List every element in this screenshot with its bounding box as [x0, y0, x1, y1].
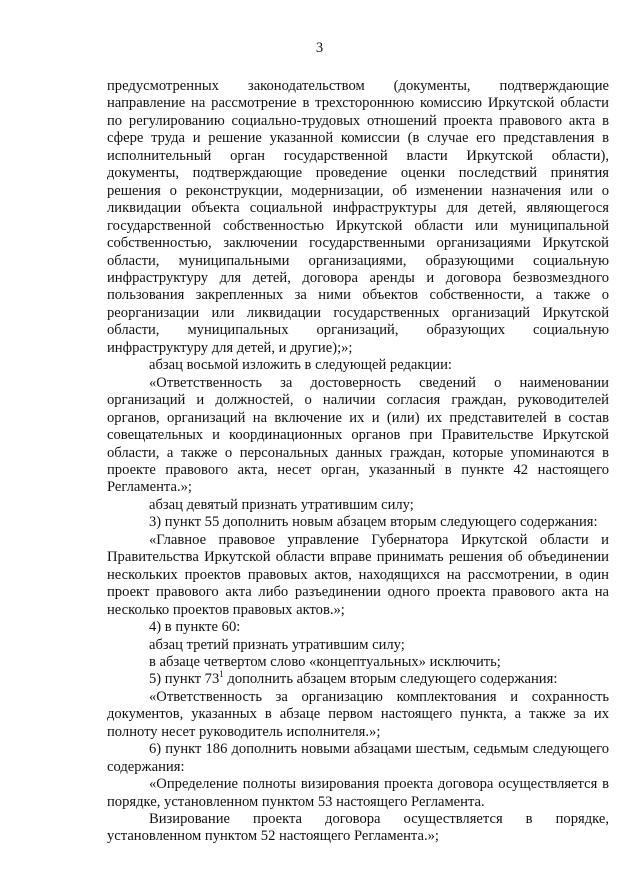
paragraph-word-exclude: в абзаце четвертом слово «концептуальных» исключить;: [149, 653, 501, 670]
paragraph-visa-procedure: Визирование проекта договора осуществляется в порядке, установленном пунктом 52 настоящего Регламента.»;: [107, 811, 609, 845]
paragraph-documents-list: предусмотренных законодательством (документы, подтверждающие направление на рассмотрение в трехстороннюю комиссию Иркутской области по регулированию социально-трудовых отношений проекта правового акта в сфере труда и решение указанной комиссии (в случае его представления в исполнительный орган государственной власти Иркутской области), документы, подтверждающие проведение оценки последствий принятия решения о реконструкции, модернизации, об изменении назначения или о ликвидации объекта социальной инфраструктуры для детей, являющегося государственной собственностью Иркутской области или муниципальной собственностью, заключении государственными организациями Иркутской области, муниципальными организациями, образующими социальную инфраструктуру для детей, договора аренды и договора безвозмездного пользования закрепленных за ними объектов собственности, а также о реорганизации или ликвидации государственных организаций Иркутской области, муниципальных организаций, образующих социальную инфраструктуру для детей, и другие);»;: [107, 78, 609, 356]
page-number: 3: [315, 40, 324, 56]
paragraph-item-5: [107, 671, 609, 688]
paragraph-archive-quote: «Ответственность за организацию комплектования и сохранность документов, указанных в абзаце первом настоящего пункта, а также за их полноту несет руководитель исполнителя.»;: [107, 688, 609, 740]
paragraph-item-6: 6) пункт 186 дополнить новыми абзацами шестым, седьмым следующего содержания:: [107, 741, 609, 775]
paragraph-item-3: 3) пункт 55 дополнить новым абзацем вторым следующего содержания:: [149, 514, 598, 531]
paragraph-responsibility-quote: «Ответственность за достоверность сведений о наименовании организаций и должностей, о наличии согласия граждан, руководителей органов, организаций на включение их и (или) их представителей в состав совещательных и координационных органов при Правительстве Иркутской области, а также о персональных данных граждан, которые упоминаются в проекте правового акта, несет орган, указанный в пункте 42 настоящего Регламента.»;: [107, 374, 609, 496]
item-5-text-before: 5) пункт 73: [149, 671, 220, 688]
paragraph-legal-department-quote: «Главное правовое управление Губернатора Иркутской области и Правительства Иркутской области вправе принимать решения об объединении нескольких проектов правовых актов, находящихся на рассмотрении, в один проект правового акта либо разъединении одного проекта правового акта на несколько проектов правовых актов.»;: [107, 531, 609, 618]
paragraph-third-void: абзац третий признать утратившим силу;: [149, 636, 405, 653]
paragraph-amend-eighth: абзац восьмой изложить в следующей редакции:: [149, 357, 452, 374]
item-5-superscript: 1: [219, 669, 224, 680]
paragraph-item-4: 4) в пункте 60:: [149, 619, 241, 636]
paragraph-visa-completeness-quote: «Определение полноты визирования проекта договора осуществляется в порядке, установленном пунктом 53 настоящего Регламента.: [107, 776, 609, 810]
paragraph-ninth-void: абзац девятый признать утратившим силу;: [149, 496, 414, 513]
item-5-text-after: дополнить абзацем вторым следующего содержания:: [223, 671, 558, 688]
document-body: [107, 78, 609, 846]
